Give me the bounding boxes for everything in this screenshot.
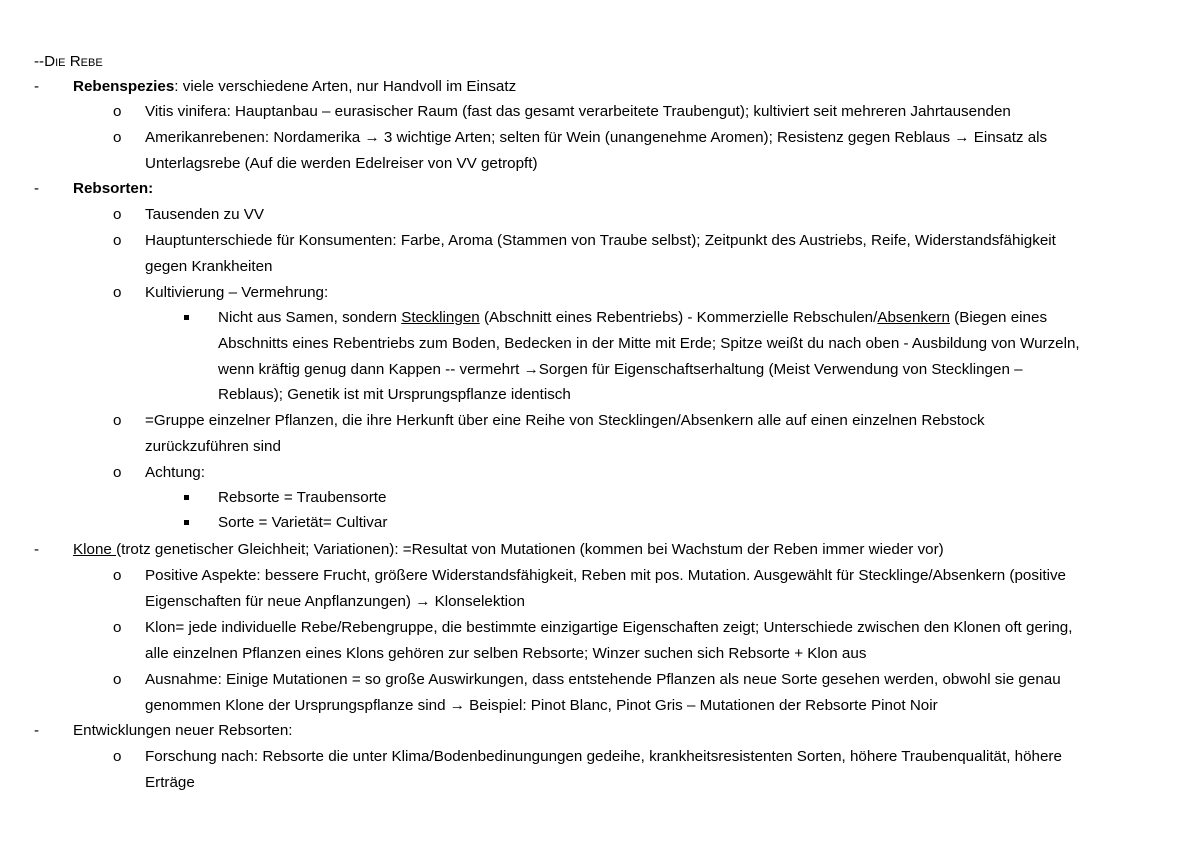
square-bullet <box>184 495 189 500</box>
list-item-continuation: Eigenschaften für neue Anpflanzungen) → Klonselektion <box>145 593 525 610</box>
list-item: Kultivierung – Vermehrung: <box>145 284 329 301</box>
circle-bullet: o <box>113 206 122 223</box>
sub-list-item: Rebsorte = Traubensorte <box>218 489 387 506</box>
list-item: =Gruppe einzelner Pflanzen, die ihre Herkunft über eine Reihe von Stecklingen/Absenkern alle auf einen einzelnen Rebstock <box>145 412 985 429</box>
dash-bullet: - <box>34 541 40 558</box>
circle-bullet: o <box>113 232 122 249</box>
list-item: Ausnahme: Einige Mutationen = so große Auswirkungen, dass entstehende Pflanzen als neue Sorte gesehen werden, obwohl sie genau <box>145 671 1061 688</box>
circle-bullet: o <box>113 412 122 429</box>
circle-bullet: o <box>113 103 122 120</box>
list-item: Vitis vinifera: Hauptanbau – eurasischer Raum (fast das gesamt verarbeitete Traubengut); kultiviert seit mehreren Jahrtausenden <box>145 103 1011 120</box>
dash-bullet: - <box>34 722 40 739</box>
sub-list-item-continuation: Abschnitts eines Rebentriebs zum Boden, Bedecken in der Mitte mit Erde; Spitze weißt du nach oben - Ausbildung von Wurzeln, <box>218 335 1080 352</box>
circle-bullet: o <box>113 671 122 688</box>
section-heading: Klone <box>73 541 117 558</box>
list-item: Amerikanrebenen: Nordamerika → 3 wichtige Arten; selten für Wein (unangenehme Aromen); Resistenz gegen Reblaus → Einsatz als <box>145 129 1048 146</box>
page-title <box>34 52 103 72</box>
list-item: Achtung: <box>145 464 205 481</box>
list-item: Tausenden zu VV <box>145 206 265 223</box>
list-item: Forschung nach: Rebsorte die unter Klima/Bodenbedinungungen gedeihe, krankheitsresistenten Sorten, höhere Traubenqualität, höhere <box>145 748 1062 765</box>
list-item-continuation: alle einzelnen Pflanzen eines Klons gehören zur selben Rebsorte; Winzer suchen sich Rebsorte + Klon aus <box>145 645 867 662</box>
section-heading-suffix: : viele verschiedene Arten, nur Handvoll im Einsatz <box>174 78 517 95</box>
section-heading: Rebenspezies <box>73 78 175 95</box>
list-item: Positive Aspekte: bessere Frucht, größere Widerstandsfähigkeit, Reben mit pos. Mutation. Ausgewählt für Stecklinge/Absenkern (positive <box>145 567 1066 584</box>
sub-list-item-continuation: Reblaus); Genetik ist mit Ursprungspflanze identisch <box>218 386 571 403</box>
list-item: Klon= jede individuelle Rebe/Rebengruppe, die bestimmte einzigartige Eigenschaften zeigt; Unterschiede zwischen den Klonen oft gering, <box>145 619 1073 636</box>
dash-bullet: - <box>34 78 40 95</box>
section-heading-suffix: (trotz genetischer Gleichheit; Variationen): =Resultat von Mutationen (kommen bei Wachstum der Reben immer wieder vor) <box>116 541 944 558</box>
section-rebsorten <box>73 179 153 199</box>
square-bullet <box>184 315 189 320</box>
section-heading: Entwicklungen neuer Rebsorten: <box>73 722 293 739</box>
title-text: Die Rebe <box>44 53 103 70</box>
square-bullet <box>184 520 189 525</box>
section-klone <box>73 540 944 560</box>
list-item-continuation: zurückzuführen sind <box>145 438 281 455</box>
circle-bullet: o <box>113 129 122 146</box>
text-segment: Nicht aus Samen, sondern <box>218 309 402 326</box>
section-entwicklungen <box>73 721 293 741</box>
title-prefix: -- <box>34 53 45 70</box>
text-segment: (Biegen eines <box>949 309 1048 326</box>
circle-bullet: o <box>113 284 122 301</box>
list-item-continuation: genommen Klone der Ursprungspflanze sind → Beispiel: Pinot Blanc, Pinot Gris – Mutationen der Rebsorte Pinot Noir <box>145 697 938 714</box>
list-item-continuation: Unterlagsrebe (Auf die werden Edelreiser von VV getropft) <box>145 155 538 172</box>
list-item-continuation: Erträge <box>145 774 195 791</box>
sub-list-item: Sorte = Varietät= Cultivar <box>218 514 388 531</box>
section-heading: Rebsorten: <box>73 180 154 197</box>
list-item: Hauptunterschiede für Konsumenten: Farbe, Aroma (Stammen von Traube selbst); Zeitpunkt des Austriebs, Reife, Widerstandsfähigkeit <box>145 232 1056 249</box>
circle-bullet: o <box>113 748 122 765</box>
sub-list-item <box>218 308 1047 328</box>
text-segment: (Abschnitt eines Rebentriebs) - Kommerzielle Rebschulen/ <box>479 309 878 326</box>
circle-bullet: o <box>113 567 122 584</box>
circle-bullet: o <box>113 619 122 636</box>
section-rebenspezies <box>73 77 516 97</box>
circle-bullet: o <box>113 464 122 481</box>
sub-list-item-continuation: wenn kräftig genug dann Kappen -- vermehrt →Sorgen für Eigenschaftserhaltung (Meist Verwendung von Stecklingen – <box>218 361 1023 378</box>
underlined-term: Absenkern <box>877 309 950 326</box>
underlined-term: Stecklingen <box>401 309 480 326</box>
list-item-continuation: gegen Krankheiten <box>145 258 273 275</box>
dash-bullet: - <box>34 180 40 197</box>
